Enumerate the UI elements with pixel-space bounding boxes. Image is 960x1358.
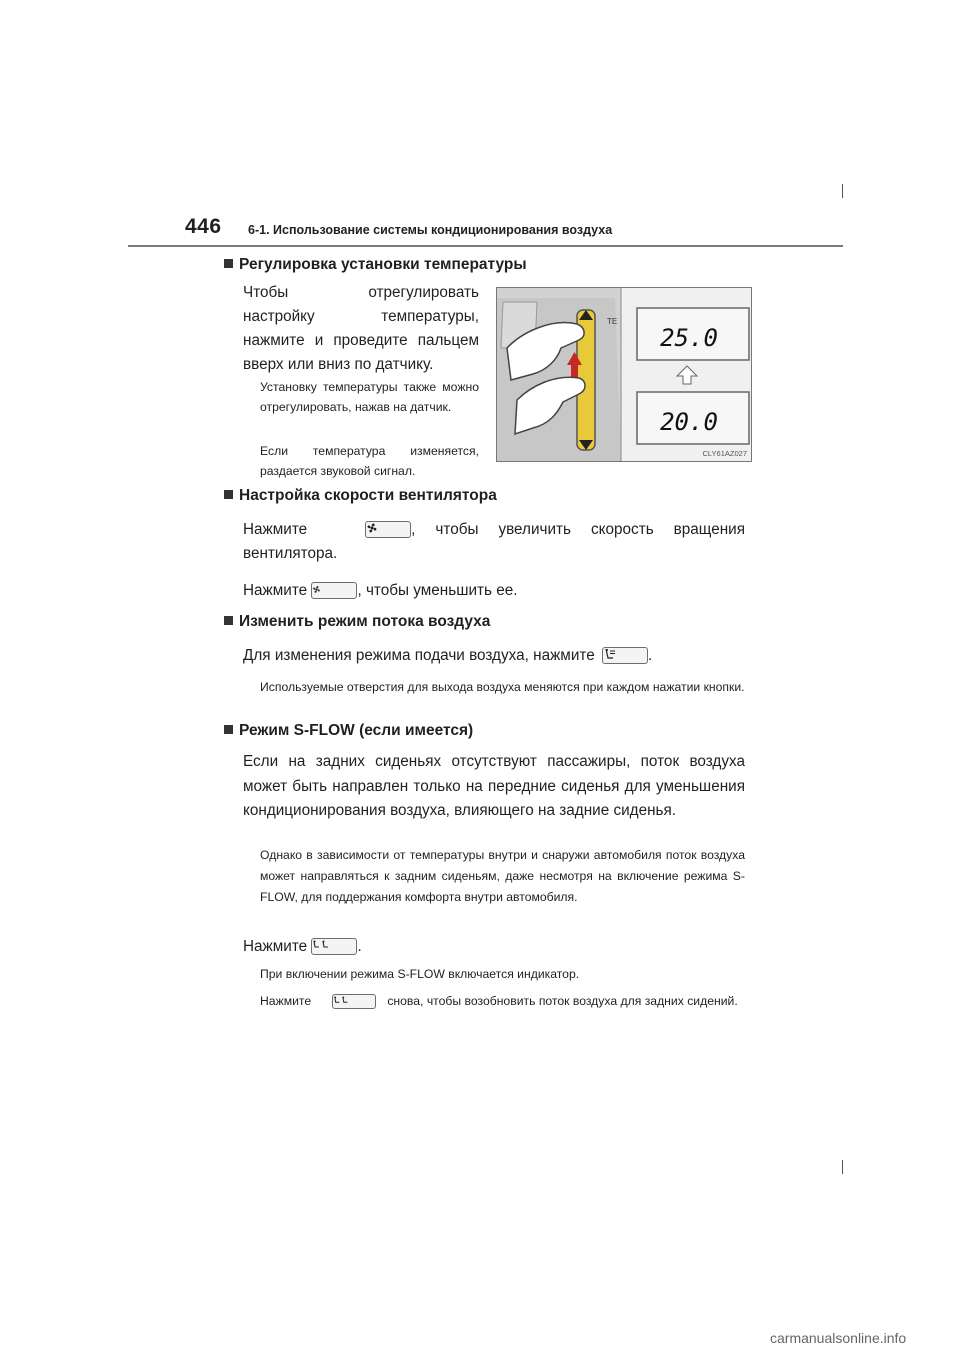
fan-line-2: Нажмите , чтобы уменьшить ее.	[243, 582, 518, 599]
chapter-title: 6-1. Использование системы кондиционирования воздуха	[248, 223, 613, 237]
display-upper-temp: 25.0	[660, 324, 718, 352]
section-title-temperature: Регулировка установки температуры	[224, 256, 527, 274]
section-bullet-icon	[224, 490, 233, 499]
sflow-note-3: Нажмите снова, чтобы возобновить поток воздуха для задних сидений.	[260, 994, 738, 1008]
temperature-note-1: Установку температуры также можно отрегулировать, нажав на датчик.	[260, 380, 479, 414]
crop-mark-bottom	[842, 1160, 843, 1174]
airflow-mode-icon	[603, 648, 617, 660]
airflow-line: Для изменения режима подачи воздуха, нажмите .	[243, 647, 653, 664]
fan-decrease-button[interactable]	[311, 582, 357, 599]
sflow-press-line: Нажмите .	[243, 938, 362, 955]
panel-label: TE	[607, 317, 618, 326]
sflow-note-2: При включении режима S-FLOW включается индикатор.	[260, 967, 580, 981]
section-title-sflow: Режим S-FLOW (если имеется)	[224, 722, 473, 740]
footer-watermark: carmanualsonline.info	[770, 1330, 907, 1346]
fan-large-icon	[366, 522, 378, 534]
display-lower-temp: 20.0	[660, 408, 718, 436]
airflow-mode-button[interactable]	[602, 647, 648, 664]
section-bullet-icon	[224, 616, 233, 625]
s-flow-icon	[333, 996, 351, 1005]
sflow-note-1: Однако в зависимости от температуры внутри и снаружи автомобиля поток воздуха может направляться к задним сиденьям, даже несмотря на включение режима S-FLOW, для поддержания комфорта внутри автомобиля.	[260, 848, 745, 904]
section-title-airflow: Изменить режим потока воздуха	[224, 613, 490, 631]
fan-line-1: Нажмите , чтобы увеличить скорость вращения вентилятора.	[243, 521, 745, 562]
section-bullet-icon	[224, 259, 233, 268]
figure-code: CLY61AZ027	[702, 449, 747, 458]
page-number: 446	[185, 215, 222, 238]
fan-increase-button[interactable]	[365, 521, 411, 538]
temperature-sensor-illustration	[496, 287, 752, 462]
sflow-button[interactable]	[311, 938, 357, 955]
temperature-note-2: Если температура изменяется, раздается звуковой сигнал.	[260, 444, 479, 478]
temperature-body: Чтобы отрегулировать настройку температуры, нажмите и проведите пальцем вверх или вниз по датчику.	[243, 284, 479, 373]
fan-small-icon	[312, 585, 321, 594]
airflow-note: Используемые отверстия для выхода воздуха меняются при каждом нажатии кнопки.	[260, 680, 745, 694]
sflow-button-again[interactable]	[332, 994, 376, 1009]
crop-mark-top	[842, 184, 843, 198]
illustration-svg	[497, 288, 751, 461]
header-rule	[128, 245, 843, 247]
sflow-body: Если на задних сиденьях отсутствуют пассажиры, поток воздуха может быть направлен только на передние сиденья для уменьшения кондиционирования воздуха, влияющего на задние сиденья.	[243, 753, 745, 819]
section-bullet-icon	[224, 725, 233, 734]
section-title-fan: Настройка скорости вентилятора	[224, 487, 497, 505]
s-flow-icon	[312, 940, 332, 950]
